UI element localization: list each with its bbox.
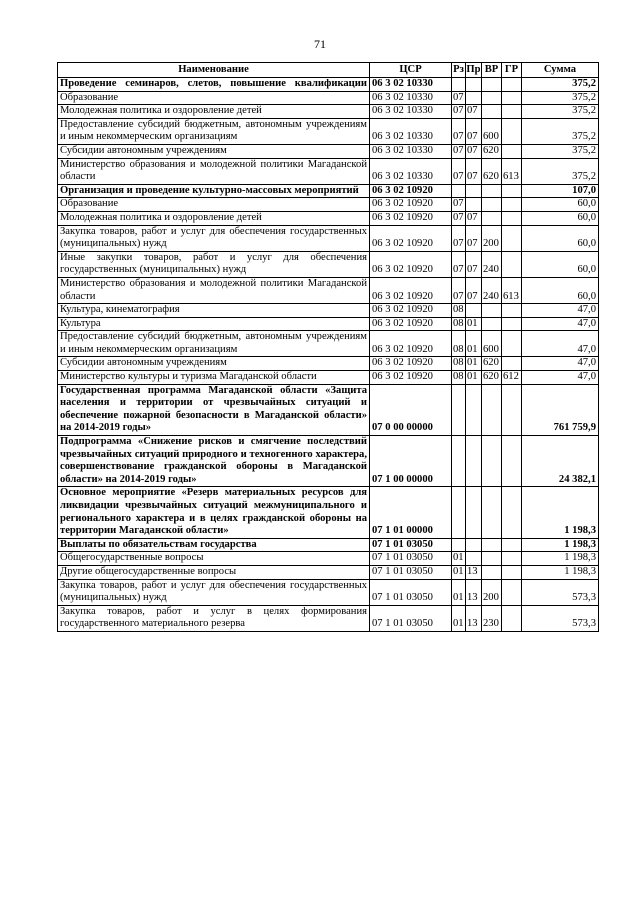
sum-cell: 1 198,3 [522,565,599,579]
rz-cell: 07 [452,158,466,184]
gr-cell [502,225,522,251]
table-row [58,331,599,357]
table-row [58,105,599,119]
name-cell: Проведение семинаров, слетов, повышение квалификации [58,78,370,92]
csr-cell: 06 3 02 10330 [370,118,452,144]
csr-cell: 07 1 01 03050 [370,565,452,579]
table-row [58,538,599,552]
pr-cell [466,487,482,538]
name-cell: Основное мероприятие «Резерв материальных ресурсов для ликвидации чрезвычайных ситуаций межмуниципального и регионального характера и в целях гражданской обороны на территории Магаданской области» [58,487,370,538]
table-row [58,91,599,105]
table-row [58,184,599,198]
header-sum: Сумма [522,63,599,78]
csr-cell: 06 3 02 10330 [370,78,452,92]
name-cell: Закупка товаров, работ и услуг для обеспечения государственных (муниципальных) нужд [58,579,370,605]
table-row [58,436,599,487]
name-cell: Государственная программа Магаданской области «Защита населения и территории от чрезвычайных ситуаций и обеспечение пожарной безопасности в Магаданской области» на 2014-2019 годы» [58,384,370,435]
csr-cell: 06 3 02 10330 [370,158,452,184]
csr-cell: 06 3 02 10920 [370,211,452,225]
header-csr: ЦСР [370,63,452,78]
sum-cell: 573,3 [522,579,599,605]
csr-cell: 06 3 02 10920 [370,331,452,357]
csr-cell: 06 3 02 10330 [370,144,452,158]
sum-cell: 1 198,3 [522,552,599,566]
pr-cell: 01 [466,317,482,331]
gr-cell [502,184,522,198]
name-cell: Министерство образования и молодежной политики Магаданской области [58,277,370,303]
gr-cell [502,357,522,371]
vr-cell: 620 [482,158,502,184]
csr-cell: 07 1 01 03050 [370,552,452,566]
table-row [58,211,599,225]
sum-cell: 60,0 [522,225,599,251]
name-cell: Министерство образования и молодежной политики Магаданской области [58,158,370,184]
vr-cell [482,538,502,552]
name-cell: Другие общегосударственные вопросы [58,565,370,579]
name-cell: Субсидии автономным учреждениям [58,144,370,158]
name-cell: Выплаты по обязательствам государства [58,538,370,552]
vr-cell: 200 [482,225,502,251]
gr-cell [502,384,522,435]
csr-cell: 06 3 02 10920 [370,317,452,331]
rz-cell: 07 [452,211,466,225]
vr-cell: 620 [482,371,502,385]
name-cell: Субсидии автономным учреждениям [58,357,370,371]
table-row [58,384,599,435]
pr-cell [466,78,482,92]
rz-cell: 01 [452,579,466,605]
pr-cell: 07 [466,277,482,303]
rz-cell: 07 [452,91,466,105]
csr-cell: 06 3 02 10920 [370,251,452,277]
pr-cell: 07 [466,211,482,225]
header-name: Наименование [58,63,370,78]
name-cell: Образование [58,198,370,212]
table-header-row [58,63,599,78]
rz-cell: 08 [452,357,466,371]
csr-cell: 07 1 01 00000 [370,487,452,538]
vr-cell [482,436,502,487]
rz-cell: 07 [452,105,466,119]
name-cell: Молодежная политика и оздоровление детей [58,105,370,119]
gr-cell [502,331,522,357]
header-gr: ГР [502,63,522,78]
name-cell: Подпрограмма «Снижение рисков и смягчение последствий чрезвычайных ситуаций природного и техногенного характера, совершенствование гражданской обороны в Магаданской области» на 2014-2019 годы» [58,436,370,487]
table-row [58,304,599,318]
pr-cell [466,184,482,198]
pr-cell: 07 [466,225,482,251]
vr-cell: 600 [482,118,502,144]
pr-cell [466,538,482,552]
sum-cell: 761 759,9 [522,384,599,435]
rz-cell: 01 [452,605,466,631]
vr-cell: 230 [482,605,502,631]
csr-cell: 06 3 02 10920 [370,304,452,318]
gr-cell: 613 [502,158,522,184]
table-row [58,144,599,158]
table-row [58,317,599,331]
rz-cell: 07 [452,251,466,277]
sum-cell: 1 198,3 [522,538,599,552]
header-rz: Рз [452,63,466,78]
csr-cell: 06 3 02 10920 [370,357,452,371]
vr-cell: 620 [482,144,502,158]
sum-cell: 1 198,3 [522,487,599,538]
table-row [58,78,599,92]
vr-cell [482,552,502,566]
table-row [58,225,599,251]
sum-cell: 24 382,1 [522,436,599,487]
pr-cell: 13 [466,579,482,605]
table-row [58,487,599,538]
pr-cell [466,304,482,318]
gr-cell [502,565,522,579]
name-cell: Министерство культуры и туризма Магаданской области [58,371,370,385]
vr-cell [482,317,502,331]
csr-cell: 07 1 00 00000 [370,436,452,487]
sum-cell: 47,0 [522,304,599,318]
pr-cell [466,91,482,105]
rz-cell [452,538,466,552]
table-row [58,552,599,566]
rz-cell: 08 [452,371,466,385]
table-row [58,605,599,631]
rz-cell: 07 [452,277,466,303]
name-cell: Культура, кинематография [58,304,370,318]
name-cell: Предоставление субсидий бюджетным, автономным учреждениям и иным некоммерческим организациям [58,118,370,144]
gr-cell [502,605,522,631]
table-row [58,118,599,144]
rz-cell: 08 [452,331,466,357]
sum-cell: 375,2 [522,91,599,105]
vr-cell [482,184,502,198]
gr-cell [502,487,522,538]
vr-cell: 200 [482,579,502,605]
page-number: 71 [314,37,326,51]
rz-cell: 08 [452,304,466,318]
gr-cell [502,538,522,552]
sum-cell: 60,0 [522,198,599,212]
pr-cell: 07 [466,251,482,277]
gr-cell [502,198,522,212]
name-cell: Предоставление субсидий бюджетным, автономным учреждениям и иным некоммерческим организациям [58,331,370,357]
table-row [58,158,599,184]
gr-cell: 613 [502,277,522,303]
name-cell: Иные закупки товаров, работ и услуг для обеспечения государственных (муниципальных) нужд [58,251,370,277]
gr-cell [502,304,522,318]
rz-cell: 01 [452,552,466,566]
gr-cell [502,251,522,277]
csr-cell: 06 3 02 10920 [370,277,452,303]
table-row [58,277,599,303]
csr-cell: 07 0 00 00000 [370,384,452,435]
sum-cell: 375,2 [522,144,599,158]
name-cell: Общегосударственные вопросы [58,552,370,566]
gr-cell [502,105,522,119]
header-pr: Пр [466,63,482,78]
sum-cell: 47,0 [522,357,599,371]
pr-cell: 01 [466,371,482,385]
table-row [58,357,599,371]
vr-cell [482,91,502,105]
pr-cell: 13 [466,565,482,579]
gr-cell [502,579,522,605]
sum-cell: 375,2 [522,105,599,119]
rz-cell: 07 [452,118,466,144]
sum-cell: 60,0 [522,251,599,277]
pr-cell: 07 [466,118,482,144]
table-row [58,579,599,605]
vr-cell: 240 [482,277,502,303]
name-cell: Закупка товаров, работ и услуг в целях формирования государственного материального резерва [58,605,370,631]
sum-cell: 107,0 [522,184,599,198]
pr-cell: 07 [466,105,482,119]
name-cell: Закупка товаров, работ и услуг для обеспечения государственных (муниципальных) нужд [58,225,370,251]
vr-cell: 620 [482,357,502,371]
vr-cell [482,487,502,538]
csr-cell: 07 1 01 03050 [370,538,452,552]
gr-cell [502,317,522,331]
name-cell: Культура [58,317,370,331]
pr-cell [466,436,482,487]
name-cell: Молодежная политика и оздоровление детей [58,211,370,225]
csr-cell: 06 3 02 10920 [370,371,452,385]
vr-cell: 240 [482,251,502,277]
table-row [58,565,599,579]
rz-cell: 07 [452,198,466,212]
csr-cell: 06 3 02 10920 [370,225,452,251]
pr-cell [466,384,482,435]
vr-cell [482,211,502,225]
pr-cell [466,552,482,566]
sum-cell: 60,0 [522,211,599,225]
budget-table [57,62,599,632]
pr-cell: 01 [466,331,482,357]
rz-cell [452,184,466,198]
name-cell: Организация и проведение культурно-массовых мероприятий [58,184,370,198]
sum-cell: 60,0 [522,277,599,303]
sum-cell: 375,2 [522,118,599,144]
rz-cell: 07 [452,225,466,251]
vr-cell [482,565,502,579]
sum-cell: 375,2 [522,78,599,92]
gr-cell: 612 [502,371,522,385]
pr-cell: 01 [466,357,482,371]
gr-cell [502,78,522,92]
rz-cell [452,78,466,92]
pr-cell: 07 [466,158,482,184]
sum-cell: 573,3 [522,605,599,631]
table-row [58,198,599,212]
table-row [58,371,599,385]
name-cell: Образование [58,91,370,105]
header-vr: ВР [482,63,502,78]
rz-cell [452,436,466,487]
csr-cell: 07 1 01 03050 [370,579,452,605]
rz-cell: 01 [452,565,466,579]
pr-cell: 07 [466,144,482,158]
csr-cell: 06 3 02 10330 [370,91,452,105]
gr-cell [502,211,522,225]
gr-cell [502,436,522,487]
rz-cell: 07 [452,144,466,158]
csr-cell: 06 3 02 10330 [370,105,452,119]
vr-cell [482,384,502,435]
vr-cell [482,78,502,92]
gr-cell [502,144,522,158]
table-row [58,251,599,277]
rz-cell [452,487,466,538]
vr-cell: 600 [482,331,502,357]
gr-cell [502,118,522,144]
rz-cell: 08 [452,317,466,331]
csr-cell: 06 3 02 10920 [370,184,452,198]
gr-cell [502,552,522,566]
pr-cell [466,198,482,212]
sum-cell: 375,2 [522,158,599,184]
vr-cell [482,304,502,318]
vr-cell [482,198,502,212]
gr-cell [502,91,522,105]
sum-cell: 47,0 [522,317,599,331]
vr-cell [482,105,502,119]
rz-cell [452,384,466,435]
sum-cell: 47,0 [522,371,599,385]
sum-cell: 47,0 [522,331,599,357]
csr-cell: 07 1 01 03050 [370,605,452,631]
pr-cell: 13 [466,605,482,631]
csr-cell: 06 3 02 10920 [370,198,452,212]
